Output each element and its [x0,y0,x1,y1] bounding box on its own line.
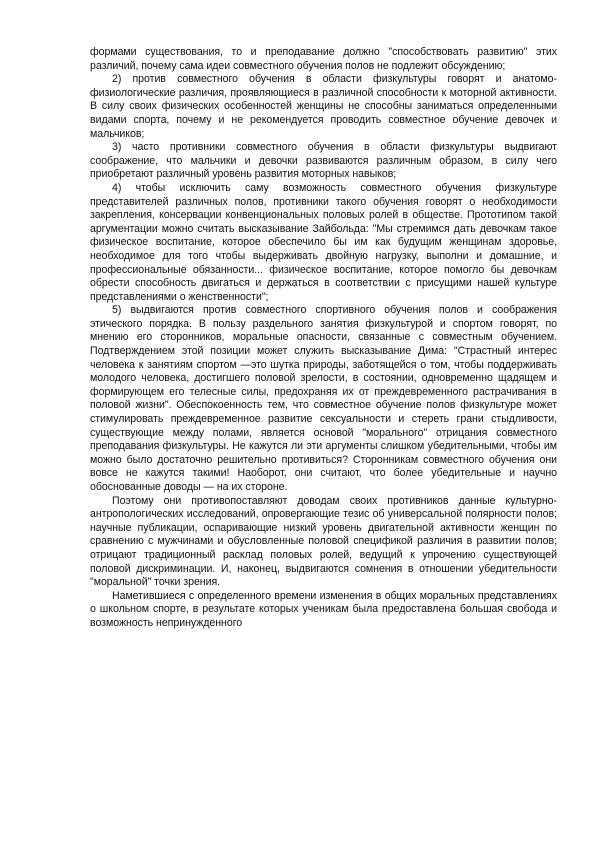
document-body [90,46,557,631]
paragraph: 2) против совместного обучения в области физкультуры говорят и анатомо-физиологические различия, проявляющиеся в различной способности к моторной активности. В силу своих физических особенностей женщины не способны заниматься определенными видами спорта, почему и не рекомендуется проводить совместное обучение девочек и мальчиков; [90,73,557,140]
paragraph: формами существования, то и преподавание должно "способствовать развитию" этих различий, почему сама идеи совместного обучения полов не подлежит обсуждению; [90,46,557,72]
paragraph: 4) чтобы исключить саму возможность совместного обучения физкультуре представителей различных полов, противники такого обучения говорят о необходимости закрепления, консервации конвенциональных половых ролей в обществе. Прототипом такой аргументации можно считать высказывание Зайбольда: "Мы стремимся дать девочкам такое физическое воспитание, которое обеспечило бы им как будущим женщинам здоровье, необходимое для того чтобы выдерживать двойную нагрузку, выполни и домашние, и профессиональные обязанности... физическое воспитание, которое помогло бы девочкам обрести способность двигаться и держаться в соответствии с присущими нашей культуре представлениями о женственности"; [90,181,557,303]
paragraph: Поэтому они противопоставляют доводам своих противников данные культурно-антропологических исследований, опровергающие тезис об универсальной полярности полов; научные публикации, оспаривающие низкий уровень двигательной активности женщин по сравнению с мужчинами и обусловленные половой спецификой различия в развитии полов; отрицают традиционный расклад половых ролей, ведущий к упрочению существующей половой дискриминации. И, наконец, выдвигаются сомнения в отношении убедительности "моральной" точки зрения. [90,494,557,589]
paragraph: Наметившиеся с определенного времени изменения в общих моральных представлениях о школьном спорте, в результате которых ученикам была предоставлена большая свобода и возможность непринужденного [90,589,557,629]
paragraph: 5) выдвигаются против совместного спортивного обучения полов и соображения этического порядка. В пользу раздельного занятия физкультурой и спортом говорят, по мнению его сторонников, моральные опасности, связанные с совместным обучением. Подтверждением этой позиции может служить высказывание Дима: "Страстный интерес человека к занятиям спортом —это шутка природы, заботящейся о том, чтобы поддерживать молодого человека, достигшего половой зрелости, в состоянии, одновременно щадящем и формирующем его телесные силы, предохраняя их от преждевременного растрачивания в половой жизни". Обеспокоенность тем, что совместное обучение полов физкультуре может стимулировать преждевременное развитие сексуальности и стереть грани стыдливости, существующие между полами, является основой "морального" отрицания совместного преподавания физкультуры. Не кажутся ли эти аргументы слишком убедительными, чтобы им можно было достаточно решительно противиться? Сторонникам совместного обучения они вовсе не кажутся такими! Наоборот, они считают, что более убедительные и научно обоснованные доводы — на их стороне. [90,304,557,493]
paragraph: 3) часто противники совместного обучения в области физкультуры выдвигают соображение, что мальчики и девочки развиваются различным образом, в силу чего приобретают различный уровень развития моторных навыков; [90,141,557,181]
